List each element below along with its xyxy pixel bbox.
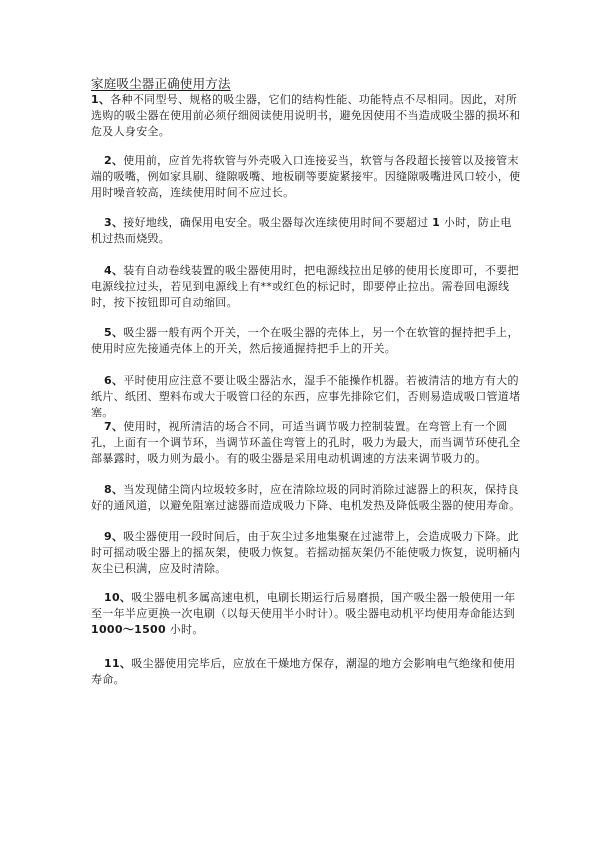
paragraph-bold-value: 1 bbox=[432, 216, 441, 229]
paragraph-text: 小时。 bbox=[165, 622, 204, 636]
paragraph-text: 使用时，视所清洁的场合不同，可适当调节吸力控制装置。在弯管上有一个圆孔，上面有一个调节环，当调节环盖住弯管上的孔时，吸力为最大，而当调节环使孔全部暴露时，吸力则为最小。有的吸尘器是采用电动机调速的方法来调节吸力的。 bbox=[91, 420, 521, 465]
paragraph-text: 小时，防止电机过热而烧毁。 bbox=[91, 216, 512, 245]
paragraph-number: 9、 bbox=[104, 530, 124, 543]
paragraph-number: 5、 bbox=[104, 326, 124, 339]
paragraph-text: 吸尘器使用完毕后，应放在干燥地方保存，潮湿的地方会影响电气绝缘和使用寿命。 bbox=[91, 657, 516, 686]
paragraph-number: 3、 bbox=[104, 216, 124, 229]
paragraph-number: 4、 bbox=[104, 264, 124, 277]
paragraph-number: 1、 bbox=[91, 93, 111, 106]
paragraph-10 bbox=[91, 590, 521, 637]
paragraph-number: 6、 bbox=[104, 374, 124, 387]
paragraph-4 bbox=[91, 263, 521, 310]
paragraph-text: 各种不同型号、规格的吸尘器，它们的结构性能、功能特点不尽相同。因此，对所选购的吸尘器在使用前必须仔细阅读使用说明书，避免因使用不当造成吸尘器的损坏和危及人身安全。 bbox=[91, 93, 521, 138]
paragraph-number: 11、 bbox=[104, 657, 132, 670]
paragraph-2 bbox=[91, 153, 521, 200]
paragraph-number: 10、 bbox=[104, 591, 132, 604]
paragraph-text: 平时使用应注意不要让吸尘器沾水，湿手不能操作机器。若被清洁的地方有大的纸片、纸团、塑料布或大于吸管口径的东西，应事先排除它们，否则易造成吸口管道堵塞。 bbox=[91, 374, 521, 419]
paragraph-number: 2、 bbox=[104, 154, 124, 167]
paragraph-number: 8、 bbox=[104, 483, 124, 496]
paragraph-text: 装有自动卷线装置的吸尘器使用时，把电源线拉出足够的使用长度即可，不要把电源线拉过头，若见到电源线上有**或红色的标记时，即要停止拉出。需卷回电源线时，按下按钮即可自动缩回。 bbox=[91, 264, 519, 309]
paragraph-text: 使用前，应首先将软管与外壳吸入口连接妥当，软管与各段超长接管以及接管末端的吸嘴，例如家具刷、缝隙吸嘴、地板刷等要旋紧接牢。因缝隙吸嘴进风口较小，使用时噪音较高，连续使用时间不应过长。 bbox=[91, 154, 521, 199]
paragraph-5 bbox=[91, 325, 521, 357]
paragraph-bold-value: 1000～1500 bbox=[91, 622, 166, 636]
paragraph-text: 吸尘器一般有两个开关，一个在吸尘器的壳体上，另一个在软管的握持把手上，使用时应先接通壳体上的开关，然后接通握持把手上的开关。 bbox=[91, 326, 519, 355]
paragraph-3 bbox=[91, 215, 521, 247]
paragraph-number: 7、 bbox=[104, 420, 124, 433]
paragraph-text: 吸尘器电机多属高速电机，电刷长期运行后易磨损，国产吸尘器一般使用一年至一年半应更换一次电刷（以每天使用半小时计）。吸尘器电动机平均使用寿命能达到 bbox=[91, 591, 516, 620]
paragraph-text: 接好地线，确保用电安全。吸尘器每次连续使用时间不要超过 bbox=[123, 216, 433, 229]
paragraph-9 bbox=[91, 529, 521, 576]
paragraph-11 bbox=[91, 656, 521, 688]
paragraph-6 bbox=[91, 373, 521, 420]
paragraph-8 bbox=[91, 482, 521, 514]
document-title: 家庭吸尘器正确使用方法 bbox=[91, 76, 231, 91]
paragraph-text: 当发现储尘筒内垃圾较多时，应在清除垃圾的同时消除过滤器上的积灰，保持良好的通风道，以避免阻塞过滤器而造成吸力下降、电机发热及降低吸尘器的使用寿命。 bbox=[91, 483, 521, 512]
paragraph-7 bbox=[91, 419, 521, 466]
paragraph-1 bbox=[91, 92, 521, 139]
paragraph-text: 吸尘器使用一段时间后，由于灰尘过多地集聚在过滤带上，会造成吸力下降。此时可摇动吸尘器上的摇灰架，使吸力恢复。若摇动摇灰架仍不能使吸力恢复，说明桶内灰尘已积满，应及时清除。 bbox=[91, 530, 521, 575]
